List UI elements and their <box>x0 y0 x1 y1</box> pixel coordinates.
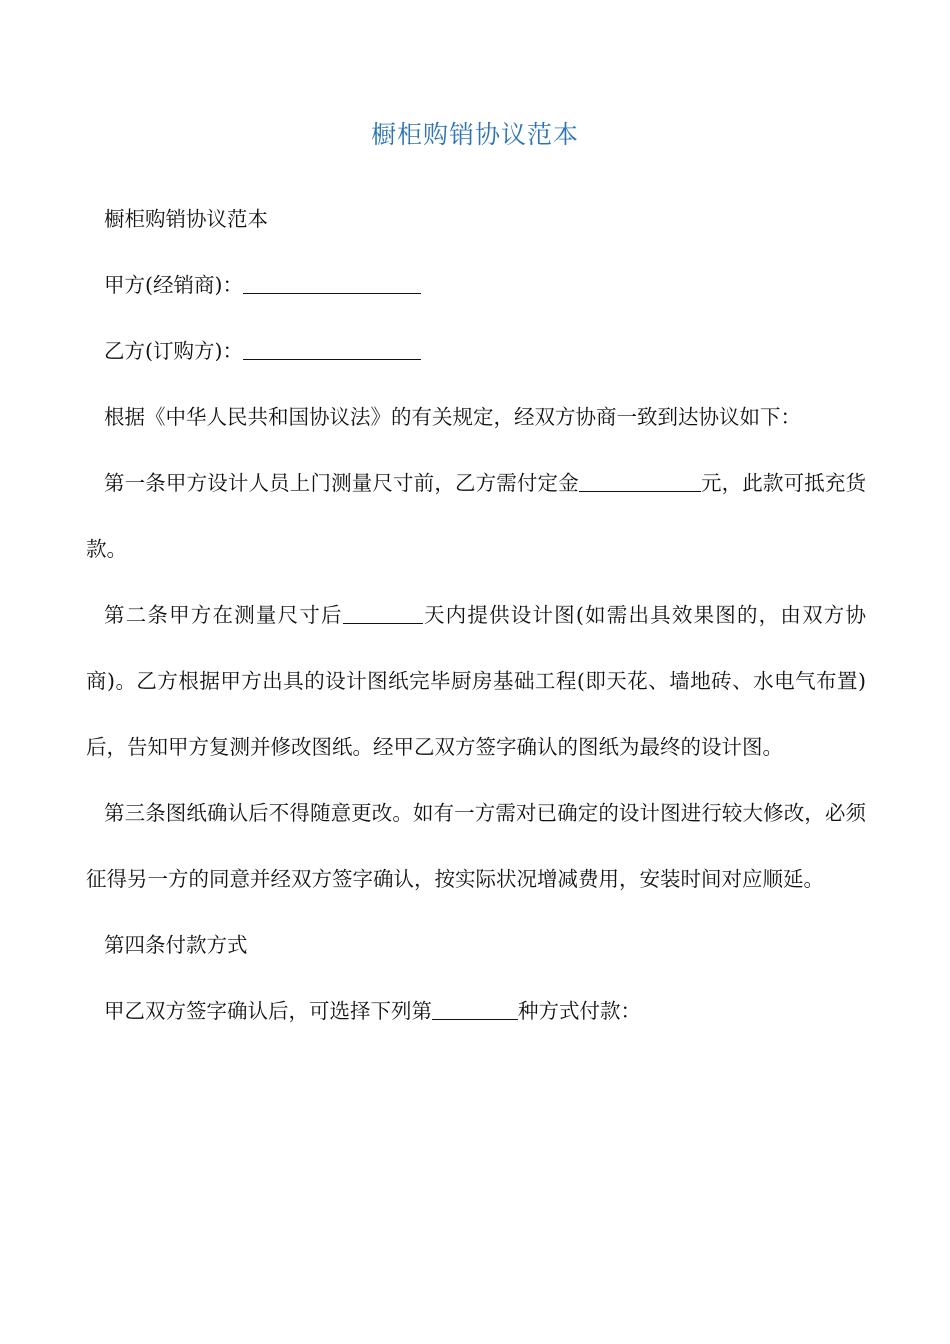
paragraph-heading-repeat <box>86 186 866 252</box>
paragraph-article-4 <box>86 912 866 978</box>
paragraph-payment-choice <box>86 978 866 1044</box>
document-title: 橱柜购销协议范本 <box>370 120 579 149</box>
payment-method-blank <box>432 997 518 1020</box>
paragraph-text: 第三条图纸确认后不得随意更改。如有一方需对已确定的设计图进行较大修改，必须征得另一方的同意并经双方签字确认，按实际状况增减费用，安装时间对应顺延。 <box>86 801 866 891</box>
paragraph-article-2 <box>86 582 866 780</box>
days-blank <box>343 601 423 624</box>
article-2-text-after: 天内提供设计图(如需出具效果图的，由双方协商)。乙方根据甲方出具的设计图纸完毕厨房基础工程(即天花、墙地砖、水电气布置)后，告知甲方复测并修改图纸。经甲乙双方签字确认的图纸为最终的设计图。 <box>86 603 866 759</box>
party-b-label: 乙方(订购方)： <box>104 339 243 363</box>
party-b-blank <box>243 337 421 360</box>
party-a-label: 甲方(经销商)： <box>104 273 243 297</box>
article-1-text-after: 元，此款可抵充货款。 <box>86 471 867 561</box>
paragraph-text: 根据《中华人民共和国协议法》的有关规定，经双方协商一致到达协议如下： <box>104 405 801 429</box>
article-2-text-before: 第二条甲方在测量尺寸后 <box>104 603 343 627</box>
article-1-text-before: 第一条甲方设计人员上门测量尺寸前，乙方需付定金 <box>104 471 579 495</box>
document-body <box>86 186 866 1044</box>
party-a-blank <box>243 271 421 294</box>
payment-text-after: 种方式付款： <box>518 999 641 1023</box>
deposit-blank <box>579 469 701 492</box>
payment-text-before: 甲乙双方签字确认后，可选择下列第 <box>104 999 432 1023</box>
paragraph-party-a <box>86 252 866 318</box>
paragraph-text: 第四条付款方式 <box>104 933 248 957</box>
paragraph-preamble <box>86 384 866 450</box>
paragraph-party-b <box>86 318 866 384</box>
paragraph-text: 橱柜购销协议范本 <box>104 207 268 231</box>
paragraph-article-3 <box>86 780 866 912</box>
paragraph-article-1 <box>86 450 866 582</box>
